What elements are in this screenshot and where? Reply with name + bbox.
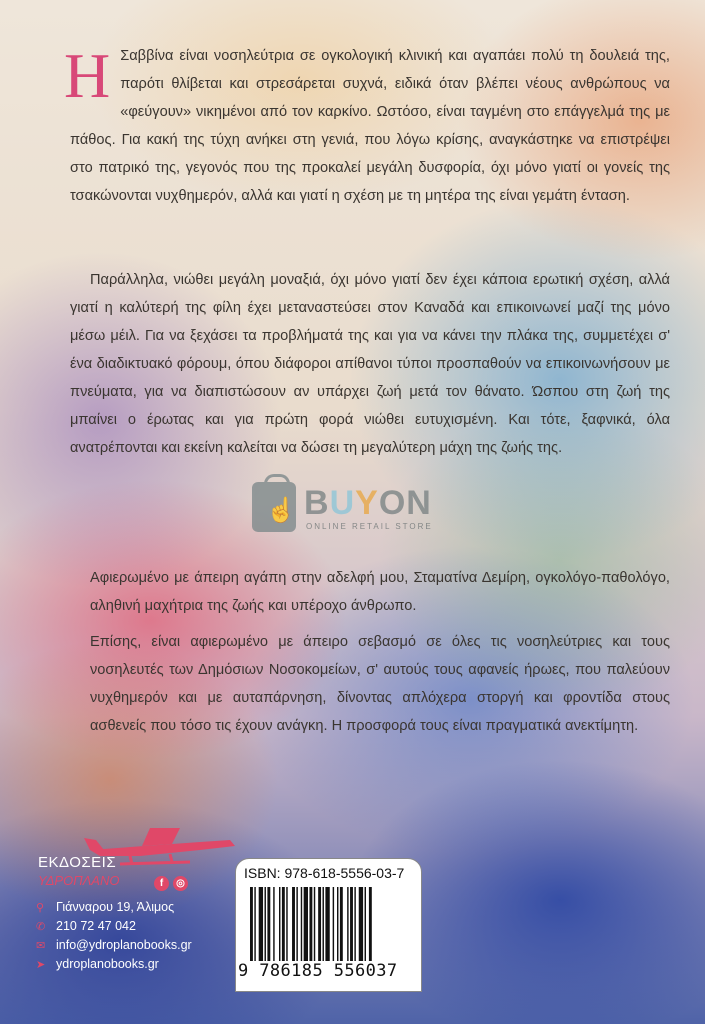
- shopping-bag-icon: [252, 482, 296, 532]
- barcode-bar: [359, 887, 363, 961]
- publisher-name-line2: ΥΔΡΟΠΛΑΝΟ: [38, 873, 120, 888]
- barcode-bar: [265, 887, 266, 961]
- barcode-bar: [333, 887, 334, 961]
- barcode-bar: [259, 887, 263, 961]
- barcode-bars: [250, 887, 410, 961]
- barcode-bar: [314, 887, 315, 961]
- barcode-bar: [350, 887, 353, 961]
- email-icon: ✉: [36, 940, 46, 952]
- pointer-hand-icon: ☝: [266, 497, 296, 524]
- watermark-tagline: ONLINE RETAIL STORE: [306, 522, 433, 531]
- barcode-bar: [369, 887, 372, 961]
- synopsis-paragraph-1-text: Σαββίνα είναι νοσηλεύτρια σε ογκολογική κλινική και αγαπάει πολύ τη δουλειά της, παρότι θλίβεται και στρεσάρεται συχνά, ειδικά όταν βλέπει νέους ανθρώπους να «φεύγουν» νικημένοι από τον καρκίνο. Ωστόσο, είναι ταγμένη στο επάγγελμά της με πάθος. Για κακή της τύχη ανήκει στη γενιά, που λόγω κρίσης, αναγκάστηκε να επιστρέψει στο πατρικό της, γεγονός που της προκαλεί μεγάλη δυσφορία, όχι μόνο γιατί οι γονείς της τσακώνονται νυχθημερόν, αλλά και γιατί η σχέση με τη μητέρα της είναι γεμάτη ένταση.: [70, 48, 670, 204]
- publisher-logo: [30, 820, 210, 900]
- drop-cap: Η: [64, 40, 111, 111]
- watermark-brand: BUYON: [304, 484, 432, 522]
- instagram-icon: ◎: [173, 876, 188, 891]
- barcode-bar: [309, 887, 312, 961]
- phone-icon: ✆: [36, 921, 46, 933]
- barcode-bar: [318, 887, 321, 961]
- seaplane-icon: [80, 820, 240, 880]
- barcode-bar: [340, 887, 343, 961]
- barcode-bar: [250, 887, 253, 961]
- barcode-bar: [323, 887, 324, 961]
- barcode-bar: [292, 887, 295, 961]
- barcode-bar: [282, 887, 285, 961]
- barcode-bar: [273, 887, 274, 961]
- location-icon: ⚲: [36, 902, 45, 914]
- barcode-digits: 9 786185 556037: [238, 961, 398, 981]
- dedication-paragraph-1: Αφιερωμένο με άπειρη αγάπη στην αδελφή μου, Σταματίνα Δεμίρη, ογκολόγο-παθολόγο, αληθινή μαχήτρια της ζωής και υπέροχο άνθρωπο.: [90, 570, 670, 614]
- book-back-cover: Η Σαββίνα είναι νοσηλεύτρια σε ογκολογική κλινική και αγαπάει πολύ τη δουλειά της, παρότι θλίβεται και στρεσάρεται συχνά, ειδικά όταν βλέπει νέους ανθρώπους να «φεύγουν» νικημένοι από τον καρκίνο. Ωστόσο, είναι ταγμένη στο επάγγελμά της με πάθος. Για κακή της τύχη ανήκει στη γενιά, που λόγω κρίσης, αναγκάστηκε να επιστρέψει στο πατρικό της, γεγονός που της προκαλεί μεγάλη δυσφορία, όχι μόνο γιατί οι γονείς της τσακώνονται νυχθημερόν, αλλά και γιατί η σχέση με τη μητέρα της είναι γεμάτη ένταση. Παράλληλα, νιώθει μεγάλη μοναξιά, όχι μόνο γιατί δεν έχει κάποια ερωτική σχέση, αλλά γιατί η καλύτερή της φίλη έχει μεταναστεύσει στον Καναδά και επικοινωνεί μαζί της μόνο μέσω μέιλ. Για να ξεχάσει τα προβλήματά της και για να κάνει την πλάκα της, συμμετέχει σ' ένα διαδικτυακό φόρουμ, όπου διάφοροι απίθανοι τύποι προσπαθούν να επικοινωνήσουν με πνεύματα, για να διαπιστώσουν αν υπάρχει ζωή μετά τον θάνατο. Ώσπου στη ζωή της μπαίνει ο έρωτας και για πρώτη φορά νιώθει ευτυχισμένη. Και τότε, ξαφνικά, όλα ανατρέπονται και εκείνη καλείται να δώσει τη μεγαλύτερη μάχη της ζωής της. ☝ BUYON ONLINE RETAIL STORE Αφιερωμένο με άπειρη αγάπη στην αδελφή μου, Σταματίνα Δεμίρη, ογκολόγο-παθολόγο, αληθινή μαχήτρια της ζωής και υπέροχο άνθρωπο. Επίσης, είναι αφιερωμένο με άπειρο σεβασμό σε όλες τις νοσηλεύτριες και τους νοσηλευτές των Δημόσιων Νοσοκομείων, σ' αυτούς τους αφανείς ήρωες, που παλεύουν νυχθημερόν και με αυταπάρνηση, δίνοντας απλόχερα στοργή και φροντίδα στους ασθενείς που τόσο τις έχουν ανάγκη. Η προσφορά τους είναι πραγματικά ανεκτίμητη. ΕΚΔΟΣΕΙΣ ΥΔΡΟΠΛΑΝΟ f ◎ ⚲ Γιάνναρου 19, Άλιμος ✆ 210 72 47 042 ✉ info@ydroplanobooks.gr ➤ ydroplanobooks.gr ISBN: 978-618-5556-03-7 9 786185 556037: [0, 0, 705, 1024]
- barcode-bar: [337, 887, 338, 961]
- facebook-icon: f: [154, 876, 169, 891]
- synopsis-paragraph-2: Παράλληλα, νιώθει μεγάλη μοναξιά, όχι μόνο γιατί δεν έχει κάποια ερωτική σχέση, αλλά γιατί η καλύτερή της φίλη έχει μεταναστεύσει στον Καναδά και επικοινωνεί μαζί της μόνο μέσω μέιλ. Για να ξεχάσει τα προβλήματά της και για να κάνει την πλάκα της, συμμετέχει σ' ένα διαδικτυακό φόρουμ, όπου διάφοροι απίθανοι τύποι προσπαθούν να επικοινωνήσουν με πνεύματα, για να διαπιστώσουν αν υπάρχει ζωή μετά τον θάνατο. Ώσπου στη ζωή της μπαίνει ο έρωτας και για πρώτη φορά νιώθει ευτυχισμένη. Και τότε, ξαφνικά, όλα ανατρέπονται και εκείνη καλείται να δώσει τη μεγαλύτερη μάχη της ζωής της.: [70, 272, 670, 456]
- isbn-label: ISBN: 978-618-5556-03-7: [244, 865, 405, 881]
- synopsis-paragraph-1: [64, 40, 670, 210]
- barcode-bar: [304, 887, 308, 961]
- barcode-bar: [347, 887, 348, 961]
- barcode-bar: [365, 887, 366, 961]
- barcode-bar: [301, 887, 302, 961]
- buyon-watermark: [252, 482, 462, 538]
- publisher-name-line1: ΕΚΔΟΣΕΙΣ: [38, 854, 117, 871]
- isbn-barcode: [235, 858, 422, 992]
- barcode-bar: [267, 887, 270, 961]
- dedication-paragraph-2: Επίσης, είναι αφιερωμένο με άπειρο σεβασμό σε όλες τις νοσηλεύτριες και τους νοσηλευτές των Δημόσιων Νοσοκομείων, σ' αυτούς τους αφανείς ήρωες, που παλεύουν νυχθημερόν και με αυταπάρνηση, δίνοντας απλόχερα στοργή και φροντίδα στους ασθενείς που τόσο τις έχουν ανάγκη. Η προσφορά τους είναι πραγματικά ανεκτίμητη.: [90, 634, 670, 734]
- barcode-bar: [279, 887, 280, 961]
- barcode-bar: [354, 887, 355, 961]
- barcode-bar: [296, 887, 297, 961]
- barcode-bar: [286, 887, 287, 961]
- web-icon: ➤: [36, 959, 46, 971]
- barcode-bar: [325, 887, 329, 961]
- barcode-bar: [254, 887, 255, 961]
